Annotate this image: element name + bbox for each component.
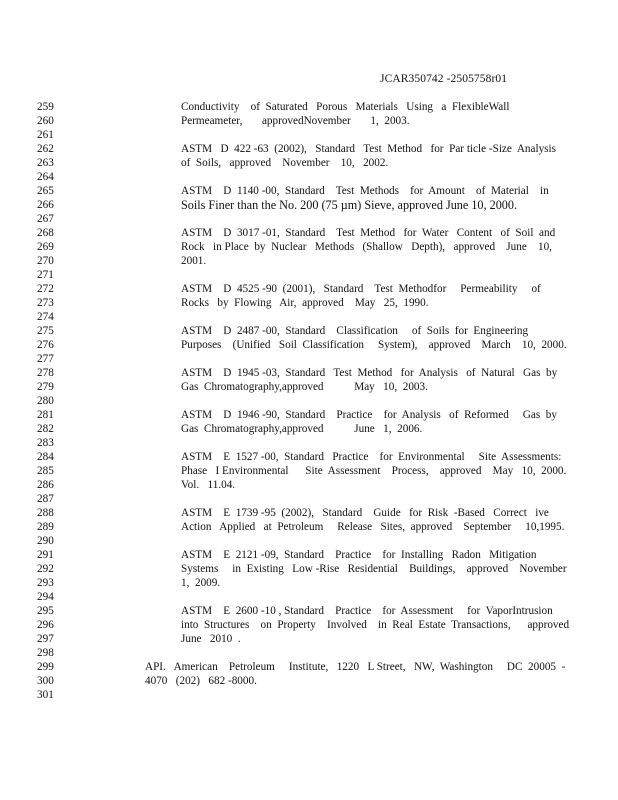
- line-number: 279: [37, 381, 54, 393]
- text-line: [0, 604, 618, 618]
- line-number: 289: [37, 521, 54, 533]
- line-text: Gas Chromatography,approved June 1, 2006.: [181, 423, 423, 435]
- text-line: [0, 156, 618, 170]
- text-line: [0, 548, 618, 562]
- line-number: 266: [37, 199, 54, 211]
- text-line: [0, 128, 618, 142]
- line-text: ASTM D 1140 -00, Standard Test Methods for Amount of Material in: [181, 185, 549, 197]
- line-text: 4070 (202) 682 -8000.: [145, 675, 257, 687]
- line-text: ASTM D 2487 -00, Standard Classification of Soils for Engineering: [181, 325, 529, 337]
- line-text: Vol. 11.04.: [181, 479, 236, 491]
- text-line: [0, 394, 618, 408]
- line-number: 259: [37, 101, 54, 113]
- line-number: 283: [37, 437, 54, 449]
- line-text: Rocks by Flowing Air, approved May 25, 1990.: [181, 297, 429, 309]
- line-number: 296: [37, 619, 54, 631]
- line-number: 290: [37, 535, 54, 547]
- text-line: [0, 492, 618, 506]
- text-line: [0, 114, 618, 128]
- line-number: 295: [37, 605, 54, 617]
- text-line: [0, 352, 618, 366]
- line-text: ASTM D 4525 -90 (2001), Standard Test Methodfor Permeability of: [181, 283, 541, 295]
- text-line: [0, 240, 618, 254]
- line-number: 268: [37, 227, 54, 239]
- line-text: ASTM D 1946 -90, Standard Practice for Analysis of Reformed Gas by: [181, 409, 557, 421]
- line-number: 292: [37, 563, 54, 575]
- text-line: [0, 324, 618, 338]
- line-text: Action Applied at Petroleum Release Sites, approved September 10,1995.: [181, 521, 565, 533]
- line-number: 297: [37, 633, 54, 645]
- line-number: 299: [37, 661, 54, 673]
- text-line: [0, 506, 618, 520]
- text-line: [0, 268, 618, 282]
- line-text: 1, 2009.: [181, 577, 221, 589]
- line-text: API. American Petroleum Institute, 1220 L Street, NW, Washington DC 20005 -: [145, 661, 566, 673]
- text-line: [0, 254, 618, 268]
- text-line: [0, 212, 618, 226]
- line-number: 298: [37, 647, 54, 659]
- line-text: ASTM E 1527 -00, Standard Practice for Environmental Site Assessments:: [181, 451, 562, 463]
- line-number: 294: [37, 591, 54, 603]
- text-line: [0, 408, 618, 422]
- text-line: [0, 632, 618, 646]
- line-number: 275: [37, 325, 54, 337]
- text-line: [0, 170, 618, 184]
- text-line: [0, 478, 618, 492]
- text-line: [0, 590, 618, 604]
- line-text: Soils Finer than the No. 200 (75 µm) Sieve, approved June 10, 2000.: [181, 198, 518, 212]
- line-number: 271: [37, 269, 54, 281]
- text-line: [0, 534, 618, 548]
- line-text: Conductivity of Saturated Porous Materials Using a FlexibleWall: [181, 101, 510, 113]
- text-line: [0, 366, 618, 380]
- line-number: 277: [37, 353, 54, 365]
- line-text: ASTM D 422 -63 (2002), Standard Test Method for Par ticle -Size Analysis: [181, 143, 556, 155]
- line-text: of Soils, approved November 10, 2002.: [181, 157, 389, 169]
- text-line: [0, 450, 618, 464]
- line-number: 260: [37, 115, 54, 127]
- line-text: ASTM E 2600 -10 , Standard Practice for Assessment for VaporIntrusion: [181, 605, 553, 617]
- document-body: [0, 100, 618, 702]
- line-number: 265: [37, 185, 54, 197]
- text-line: [0, 142, 618, 156]
- text-line: [0, 562, 618, 576]
- text-line: [0, 338, 618, 352]
- text-line: [0, 464, 618, 478]
- line-number: 293: [37, 577, 54, 589]
- line-text: June 2010 .: [181, 633, 241, 645]
- text-line: [0, 310, 618, 324]
- line-number: 291: [37, 549, 54, 561]
- line-text: Systems in Existing Low -Rise Residential Buildings, approved November: [181, 563, 567, 575]
- line-text: Permeameter, approvedNovember 1, 2003.: [181, 115, 410, 127]
- text-line: [0, 646, 618, 660]
- text-line: [0, 184, 618, 198]
- text-line: [0, 296, 618, 310]
- line-number: 288: [37, 507, 54, 519]
- line-number: 286: [37, 479, 54, 491]
- text-line: [0, 282, 618, 296]
- line-number: 261: [37, 129, 54, 141]
- line-text: into Structures on Property Involved in Real Estate Transactions, approved: [181, 619, 570, 631]
- line-text: ASTM E 1739 -95 (2002), Standard Guide for Risk -Based Correct ive: [181, 507, 549, 519]
- line-number: 273: [37, 297, 54, 309]
- line-text: 2001.: [181, 255, 207, 267]
- text-line: [0, 100, 618, 114]
- line-number: 276: [37, 339, 54, 351]
- line-text: Gas Chromatography,approved May 10, 2003.: [181, 381, 428, 393]
- text-line: [0, 436, 618, 450]
- line-text: ASTM E 2121 -09, Standard Practice for Installing Radon Mitigation: [181, 549, 537, 561]
- text-line: [0, 618, 618, 632]
- line-text: Phase I Environmental Site Assessment Process, approved May 10, 2000.: [181, 465, 567, 477]
- line-text: ASTM D 1945 -03, Standard Test Method for Analysis of Natural Gas by: [181, 367, 558, 379]
- text-line: [0, 520, 618, 534]
- line-number: 267: [37, 213, 54, 225]
- line-number: 301: [37, 689, 54, 701]
- text-line: [0, 674, 618, 688]
- text-line: [0, 380, 618, 394]
- document-id: JCAR350742 -2505758r01: [380, 73, 508, 85]
- line-text: Rock in Place by Nuclear Methods (Shallow Depth), approved June 10,: [181, 241, 552, 253]
- line-text: ASTM D 3017 -01, Standard Test Method for Water Content of Soil and: [181, 227, 556, 239]
- text-line: [0, 660, 618, 674]
- line-number: 274: [37, 311, 54, 323]
- line-number: 285: [37, 465, 54, 477]
- text-line: [0, 422, 618, 436]
- line-number: 269: [37, 241, 54, 253]
- text-line: [0, 198, 618, 212]
- line-text: Purposes (Unified Soil Classification System), approved March 10, 2000.: [181, 339, 567, 351]
- line-number: 278: [37, 367, 54, 379]
- line-number: 280: [37, 395, 54, 407]
- text-line: [0, 576, 618, 590]
- line-number: 272: [37, 283, 54, 295]
- line-number: 262: [37, 143, 54, 155]
- line-number: 281: [37, 409, 54, 421]
- line-number: 263: [37, 157, 54, 169]
- line-number: 284: [37, 451, 54, 463]
- line-number: 300: [37, 675, 54, 687]
- line-number: 287: [37, 493, 54, 505]
- text-line: [0, 688, 618, 702]
- text-line: [0, 226, 618, 240]
- line-number: 264: [37, 171, 54, 183]
- line-number: 270: [37, 255, 54, 267]
- line-number: 282: [37, 423, 54, 435]
